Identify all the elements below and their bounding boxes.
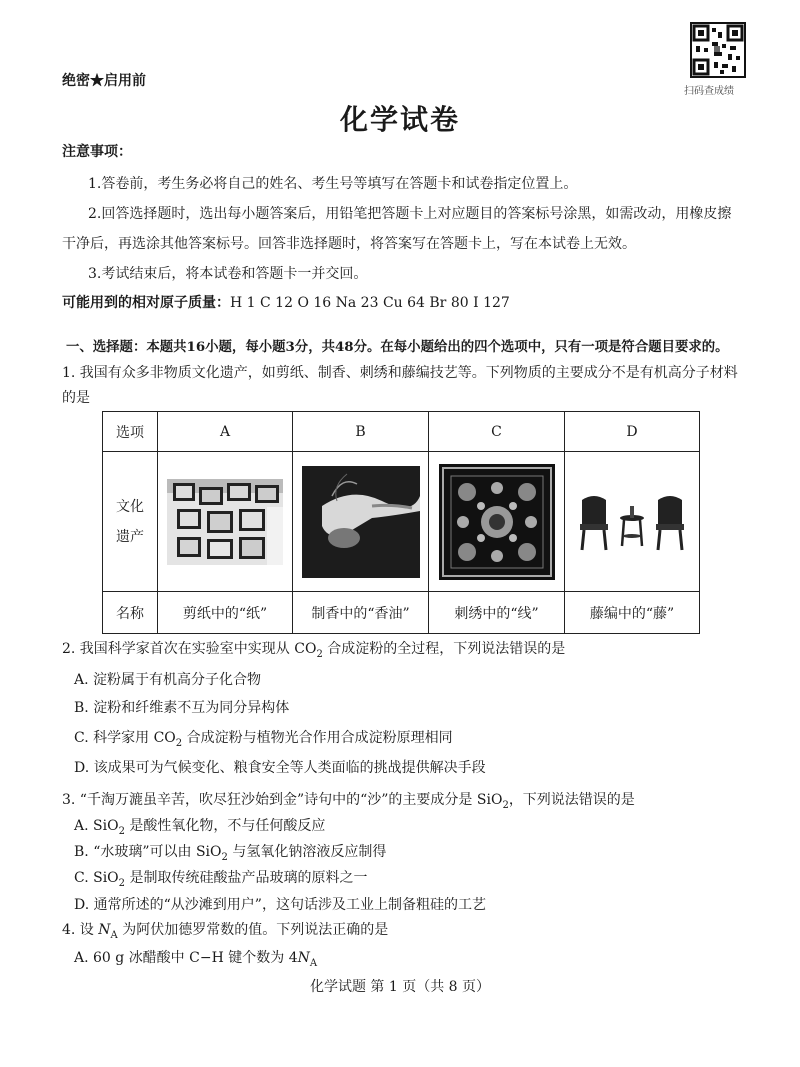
subscript: 2 xyxy=(221,851,228,863)
rattan-weaving-image xyxy=(565,452,700,592)
table-row-label: 名称 xyxy=(103,592,158,634)
page-footer: 化学试题 第 1 页（共 8 页） xyxy=(309,979,491,995)
q1-stem-line-2: 的是 xyxy=(62,390,90,406)
incense-making-image xyxy=(293,452,429,592)
note-1: 1.答卷前，考生务必将自己的姓名、考生号等填写在答题卡和试卷指定位置上。 xyxy=(88,176,578,192)
q3-option-a xyxy=(74,815,325,837)
q4-option-a xyxy=(74,947,317,969)
q3-stem xyxy=(62,789,635,811)
subscript: 2 xyxy=(502,799,509,811)
q2-stem-text: 合成淀粉的全过程，下列说法错误的是 xyxy=(322,641,566,657)
table-cell: 制香中的“香油” xyxy=(293,592,429,634)
q4-stem-text: 为阿伏加德罗常数的值。下列说法正确的是 xyxy=(117,922,389,938)
q3-option-b xyxy=(74,841,386,863)
q3-option-d: D. 通常所述的“从沙滩到用户”，这句话涉及工业上制备粗硅的工艺 xyxy=(74,897,486,913)
table-row xyxy=(103,412,700,452)
subscript: 2 xyxy=(118,877,126,889)
table-row xyxy=(103,452,700,592)
row-label-line: 遗产 xyxy=(116,528,144,545)
embroidery-image xyxy=(429,452,565,592)
q4-stem-text: 4. 设 xyxy=(62,922,99,938)
qr-code-icon[interactable] xyxy=(690,22,746,78)
q3-option-b-text: B. “水玻璃”可以由 SiO xyxy=(74,844,222,860)
atomic-mass-line xyxy=(62,292,510,312)
subscript: A xyxy=(309,957,318,969)
q2-option-c-text: C. 科学家用 CO xyxy=(74,730,176,746)
notes-heading: 注意事项： xyxy=(62,144,132,160)
row-label-line: 文化 xyxy=(116,498,144,515)
q3-option-a-text: A. SiO xyxy=(74,818,119,834)
section-heading: 一、选择题：本题共16小题，每小题3分，共48分。在每小题给出的四个选项中，只有一项是符合题目要求的。 xyxy=(66,339,729,355)
table-cell: 藤编中的“藤” xyxy=(565,592,700,634)
table-cell: 剪纸中的“纸” xyxy=(158,592,293,634)
q4-stem xyxy=(62,919,388,941)
atomic-mass-label: 可能用到的相对原子质量： xyxy=(62,295,230,311)
q2-option-b: B. 淀粉和纤维素不互为同分异构体 xyxy=(74,700,290,716)
q3-stem-text: 3. “千淘万漉虽辛苦，吹尽狂沙始到金”诗句中的“沙”的主要成分是 SiO xyxy=(62,792,503,808)
qr-caption: 扫码查成绩 xyxy=(684,86,734,97)
table-row xyxy=(103,592,700,634)
subscript: 2 xyxy=(316,648,323,660)
avogadro-symbol: N xyxy=(297,950,310,966)
q2-stem-text: 2. 我国科学家首次在实验室中实现从 CO xyxy=(62,641,317,657)
table-header-cell: C xyxy=(429,412,565,452)
confidential-mark: 绝密★启用前 xyxy=(62,73,146,89)
q3-option-c-text: 是制取传统硅酸盐产品玻璃的原料之一 xyxy=(125,870,368,886)
q2-option-c xyxy=(74,727,453,749)
q2-stem xyxy=(62,638,565,660)
subscript: A xyxy=(110,929,118,941)
subscript: 2 xyxy=(175,737,183,749)
q2-option-d: D. 该成果可为气候变化、粮食安全等人类面临的挑战提供解决手段 xyxy=(74,760,486,776)
note-3: 3.考试结束后，将本试卷和答题卡一并交回。 xyxy=(88,266,368,282)
table-header-cell: 选项 xyxy=(103,412,158,452)
q3-option-a-text: 是酸性氧化物，不与任何酸反应 xyxy=(124,818,326,834)
qr-code-graphic xyxy=(692,24,744,76)
q3-option-c-text: C. SiO xyxy=(74,870,119,886)
atomic-mass-values: H 1 C 12 O 16 Na 23 Cu 64 Br 80 I 127 xyxy=(230,295,510,311)
heritage-table xyxy=(102,411,700,634)
q4-option-a-text: A. 60 g 冰醋酸中 C−H 键个数为 4 xyxy=(74,950,298,966)
avogadro-symbol: N xyxy=(98,922,111,938)
paper-cutting-image xyxy=(158,452,293,592)
table-header-cell: A xyxy=(158,412,293,452)
q3-stem-text: ，下列说法错误的是 xyxy=(508,792,635,808)
table-header-cell: B xyxy=(293,412,429,452)
page-title: 化学试卷 xyxy=(339,103,460,136)
q3-option-b-text: 与氢氧化钠溶液反应制得 xyxy=(227,844,387,860)
table-header-cell: D xyxy=(565,412,700,452)
q2-option-a: A. 淀粉属于有机高分子化合物 xyxy=(74,672,262,688)
note-2-line-2: 干净后，再选涂其他答案标号。回答非选择题时，将答案写在答题卡上，写在本试卷上无效。 xyxy=(62,236,636,252)
table-row-label xyxy=(103,452,158,592)
q3-option-c xyxy=(74,867,368,889)
table-cell: 刺绣中的“线” xyxy=(429,592,565,634)
q2-option-c-text: 合成淀粉与植物光合作用合成淀粉原理相同 xyxy=(182,730,453,746)
note-2-line-1: 2.回答选择题时，选出每小题答案后，用铅笔把答题卡上对应题目的答案标号涂黑，如需改动，用橡皮擦 xyxy=(88,206,732,222)
subscript: 2 xyxy=(118,825,125,837)
q1-stem-line-1: 1. 我国有众多非物质文化遗产，如剪纸、制香、刺绣和藤编技艺等。下列物质的主要成分不是有机高分子材料 xyxy=(62,365,738,381)
